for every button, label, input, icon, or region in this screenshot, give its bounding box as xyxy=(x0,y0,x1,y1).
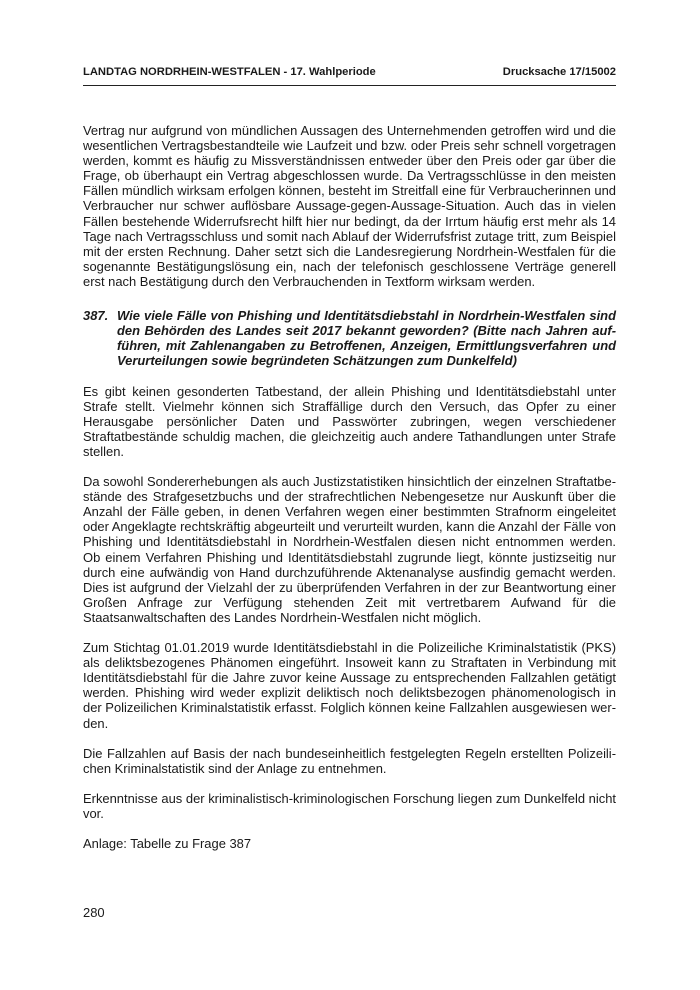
question-number: 387. xyxy=(83,308,109,324)
header-left: LANDTAG NORDRHEIN-WESTFALEN - 17. Wahlperiode xyxy=(83,66,376,78)
page-header xyxy=(83,66,616,78)
answer-paragraph-5: Erkenntnisse aus der kriminalistisch-kriminologischen Forschung liegen zum Dunkelfeld nicht vor. xyxy=(83,791,616,822)
attachment-note: Anlage: Tabelle zu Frage 387 xyxy=(83,836,252,852)
answer-paragraph-1: Es gibt keinen gesonderten Tatbestand, der allein Phishing und Identitätsdiebstahl unter Strafe stellt. Vielmehr können sich Straffällige durch den Versuch, das Opfer zu einer Herausgabe persönlicher Daten und Passwörter zubringen, wegen verschiedener Straftatbestände schuldig machen, die gleichzeitig auch andere Tathandlungen unter Strafe stellen. xyxy=(83,383,616,459)
page-number: 280 xyxy=(83,905,105,920)
question-text: Wie viele Fälle von Phishing und Identitätsdiebstahl in Nordrhein-Westfalen sind den Behörden des Landes seit 2017 bekannt geworden? (Bitte nach Jahren aufführen, mit Zahlenangaben zu Betroffenen, Anzeigen, Ermittlungsverfahren und Verurteilungen sowie begründeten Schätzungen zum Dunkelfeld) xyxy=(117,308,616,369)
document-body xyxy=(83,123,616,867)
question-387 xyxy=(83,308,616,368)
header-right: Drucksache 17/15002 xyxy=(502,66,616,78)
answer-paragraph-2: Da sowohl Sondererhebungen als auch Justizstatistiken hinsichtlich der einzelnen Straftatbestände des Strafgesetzbuchs und der strafrechtlichen Nebengesetze nur Auskunft über die Anzahl der Fälle geben, in denen Verfahren wegen einer bestimmten Strafnorm eingeleitet oder Angeklagte rechtskräftig abgeurteilt und verurteilt wurden, kann die Anzahl der Fälle von Phishing und Identitätsdiebstahl in Nordrhein-Westfalen diesen nicht entnommen werden. Ob einem Verfahren Phishing und Identitätsdiebstahl zugrunde liegt, könnte justizseitig nur durch eine aufwändig von Hand durchzuführende Aktenanalyse ausfindig gemacht werden. Dies ist aufgrund der Vielzahl der zu überprüfenden Verfahren in der zur Beantwortung einer Großen Anfrage zur Verfügung stehenden Zeit mit vertretbarem Aufwand für die Staatsanwaltschaften des Landes Nordrhein-Westfalen nicht möglich. xyxy=(83,474,616,625)
paragraph-contract-continuation: Vertrag nur aufgrund von mündlichen Aussagen des Unternehmenden getroffen wird und die wesentlichen Vertragsbestandteile wie Laufzeit und bzw. oder Preis sehr schnell vorgetragen werden, kommt es häufig zu Missverständnissen entweder über den Preis oder gar über die Frage, ob überhaupt ein Vertrag abgeschlossen wurde. Da Vertragsschlüsse in den meisten Fällen mündlich wirksam erfolgen können, besteht im Streitfall eine für Verbraucherinnen und Verbraucher nur schwer auflösbare Aussage-gegen-Aussage-Situation. Auch das in vielen Fällen bestehende Widerrufsrecht hilft hier nur bedingt, da der Irrtum häufig erst mehr als 14 Tage nach Vertragsschluss und somit nach Ablauf der Widerrufsfrist zutage tritt, zum Beispiel mit der ersten Rechnung. Daher setzt sich die Landesregierung Nordrhein-Westfalen für die sogenannte Bestätigungslösung ein, nach der telefonisch geschlossene Verträge generell erst nach Bestätigung durch den Verbrauchenden in Textform wirksam werden. xyxy=(83,123,616,289)
answer-paragraph-4: Die Fallzahlen auf Basis der nach bundeseinheitlich festgelegten Regeln erstellten Polizeilichen Kriminalstatistik sind der Anlage zu entnehmen. xyxy=(83,745,616,776)
answer-paragraph-3: Zum Stichtag 01.01.2019 wurde Identitätsdiebstahl in die Polizeiliche Kriminalstatistik (PKS) als deliktsbezogenes Phänomen eingeführt. Insoweit kann zu Straftaten in Verbindung mit Identitätsdiebstahl für die Jahre zuvor keine Aussage zu entsprechenden Fallzahlen getätigt werden. Phishing wird weder explizit deliktisch noch deliktsbezogen phänomenologisch in der Polizeilichen Kriminalstatistik erfasst. Folglich können keine Fallzahlen ausgewiesen werden. xyxy=(83,640,616,731)
header-rule xyxy=(83,85,616,86)
